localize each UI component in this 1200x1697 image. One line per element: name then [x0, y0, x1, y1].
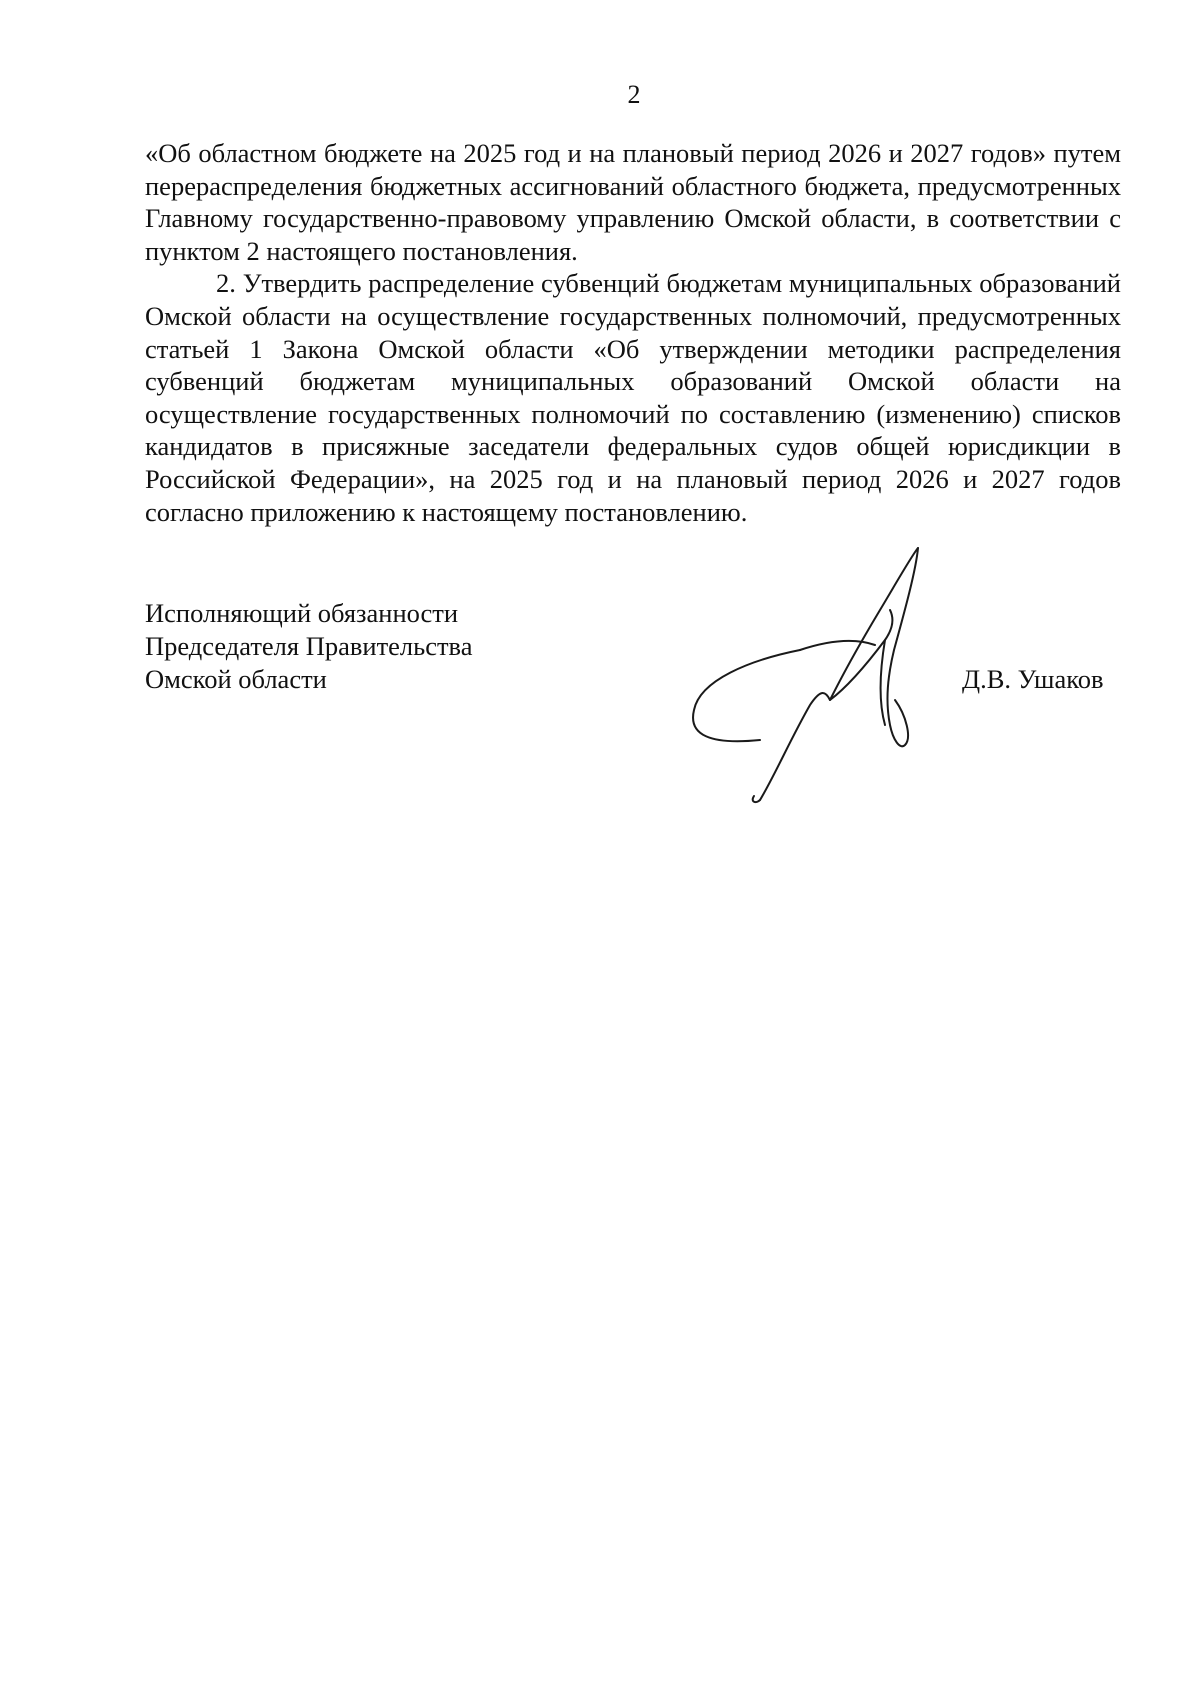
position-line-3: Омской области: [145, 664, 327, 694]
paragraph-2: 2. Утвердить распределение субвенций бюджетам муниципальных образований Омской области на осуществление государственных полномочий, предусмотренных статьей 1 Закона Омской области «Об утверждении методики распределения субвенций бюджетам муниципальных образований Омской области на осуществление государственных полномочий по составлению (изменению) списков кандидатов в присяжные заседатели федеральных судов общей юрисдикции в Российской Федерации», на 2025 год и на плановый период 2026 и 2027 годов согласно приложению к настоящему постановлению.: [145, 268, 1121, 527]
position-line-2: Председателя Правительства: [145, 631, 473, 661]
paragraph-continuation: «Об областном бюджете на 2025 год и на плановый период 2026 и 2027 годов» путем перераспределения бюджетных ассигнований областного бюджета, предусмотренных Главному государственно-правовому управлению Омской области, в соответствии с пунктом 2 настоящего постановления.: [145, 138, 1121, 266]
position-line-1: Исполняющий обязанности: [145, 598, 459, 628]
signatory-position: [145, 597, 473, 696]
signer-name: Д.В. Ушаков: [962, 664, 1104, 694]
page-number: 2: [627, 80, 641, 109]
handwritten-signature: [680, 540, 980, 810]
document-body: [145, 137, 1121, 528]
